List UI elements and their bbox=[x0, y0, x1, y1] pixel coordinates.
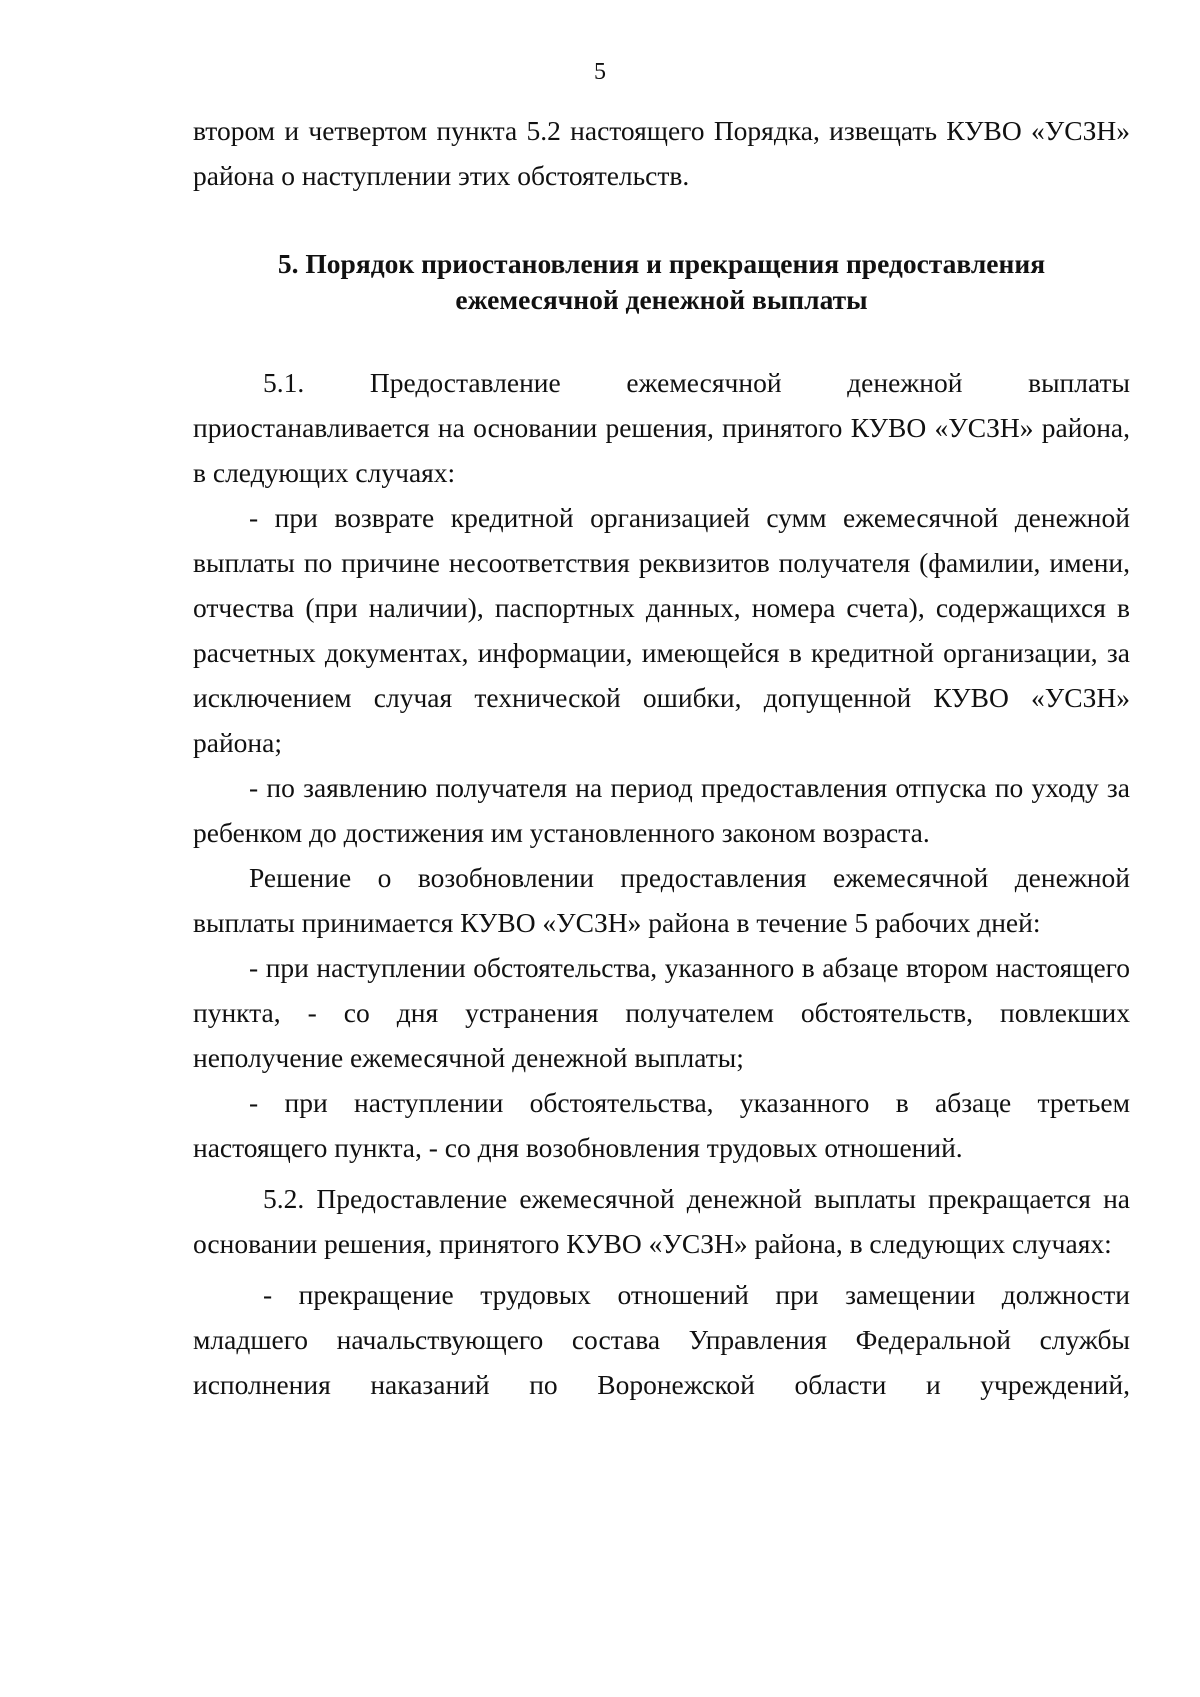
paragraph-intro: втором и четвертом пункта 5.2 настоящего Порядка, извещать КУВО «УСЗН» района о наступлении этих обстоятельств. bbox=[193, 115, 1130, 191]
section-heading bbox=[193, 246, 1130, 318]
document-body bbox=[193, 108, 1130, 1407]
paragraph-5-1-item-2: - по заявлению получателя на период предоставления отпуска по уходу за ребенком до достижения им установленного законом возраста. bbox=[193, 772, 1130, 848]
section-heading-line-2: ежемесячной денежной выплаты bbox=[455, 284, 868, 315]
paragraph-5-1: 5.1. Предоставление ежемесячной денежной выплаты приостанавливается на основании решения, принятого КУВО «УСЗН» района, в следующих случаях: bbox=[193, 367, 1130, 488]
paragraph-resume-item-1: - при наступлении обстоятельства, указанного в абзаце втором настоящего пункта, - со дня устранения получателем обстоятельств, повлекших неполучение ежемесячной денежной выплаты; bbox=[193, 952, 1130, 1073]
paragraph-resume: Решение о возобновлении предоставления ежемесячной денежной выплаты принимается КУВО «УСЗН» района в течение 5 рабочих дней: bbox=[193, 862, 1130, 938]
paragraph-resume-item-2: - при наступлении обстоятельства, указанного в абзаце третьем настоящего пункта, - со дня возобновления трудовых отношений. bbox=[193, 1087, 1130, 1163]
paragraph-5-2: 5.2. Предоставление ежемесячной денежной выплаты прекращается на основании решения, принятого КУВО «УСЗН» района, в следующих случаях: bbox=[193, 1183, 1130, 1259]
section-heading-line-1: 5. Порядок приостановления и прекращения предоставления bbox=[277, 248, 1046, 279]
page-number: 5 bbox=[594, 59, 606, 85]
paragraph-5-1-item-1: - при возврате кредитной организацией сумм ежемесячной денежной выплаты по причине несоответствия реквизитов получателя (фамилии, имени, отчества (при наличии), паспортных данных, номера счета), содержащихся в расчетных документах, информации, имеющейся в кредитной организации, за исключением случая технической ошибки, допущенной КУВО «УСЗН» района; bbox=[193, 502, 1130, 758]
paragraph-5-2-item-1: - прекращение трудовых отношений при замещении должности младшего начальствующего состава Управления Федеральной службы исполнения наказаний по Воронежской области и учреждений, bbox=[193, 1279, 1130, 1400]
